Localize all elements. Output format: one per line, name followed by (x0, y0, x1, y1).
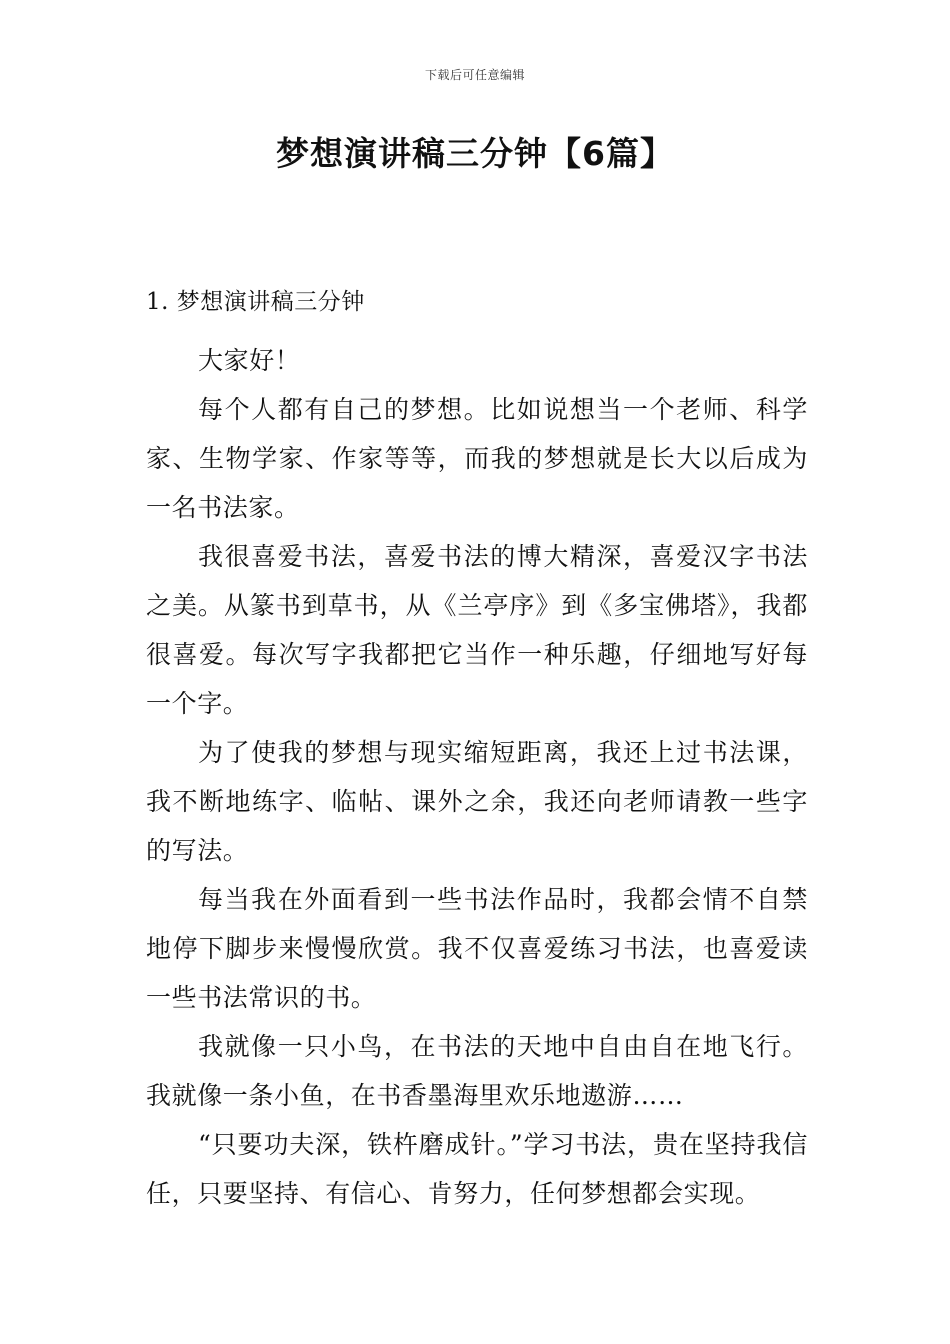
page-title: 梦想演讲稿三分钟【6篇】 (276, 134, 674, 173)
section-heading: 1. 梦想演讲稿三分钟 (146, 289, 365, 315)
paragraph: 每个人都有自己的梦想。比如说想当一个老师、科学家、生物学家、作家等等，而我的梦想就是长大以后成为一名书法家。 (146, 395, 808, 522)
header-note: 下载后可任意编辑 (424, 68, 525, 82)
paragraph: 每当我在外面看到一些书法作品时，我都会情不自禁地停下脚步来慢慢欣赏。我不仅喜爱练习书法，也喜爱读一些书法常识的书。 (146, 885, 808, 1012)
paragraph: 我很喜爱书法，喜爱书法的博大精深，喜爱汉字书法之美。从篆书到草书，从《兰亭序》到《多宝佛塔》，我都很喜爱。每次写字我都把它当作一种乐趣，仔细地写好每一个字。 (146, 542, 808, 718)
paragraph: 我就像一只小鸟，在书法的天地中自由自在地飞行。我就像一条小鱼，在书香墨海里欢乐地遨游…… (146, 1032, 808, 1110)
paragraph: 为了使我的梦想与现实缩短距离，我还上过书法课，我不断地练字、临帖、课外之余，我还向老师请教一些字的写法。 (146, 738, 808, 865)
paragraph: “只要功夫深，铁杵磨成针。”学习书法，贵在坚持我信任，只要坚持、有信心、肯努力，任何梦想都会实现。 (146, 1130, 808, 1208)
paragraph-greeting: 大家好！ (198, 346, 301, 375)
document-body (146, 284, 808, 1218)
